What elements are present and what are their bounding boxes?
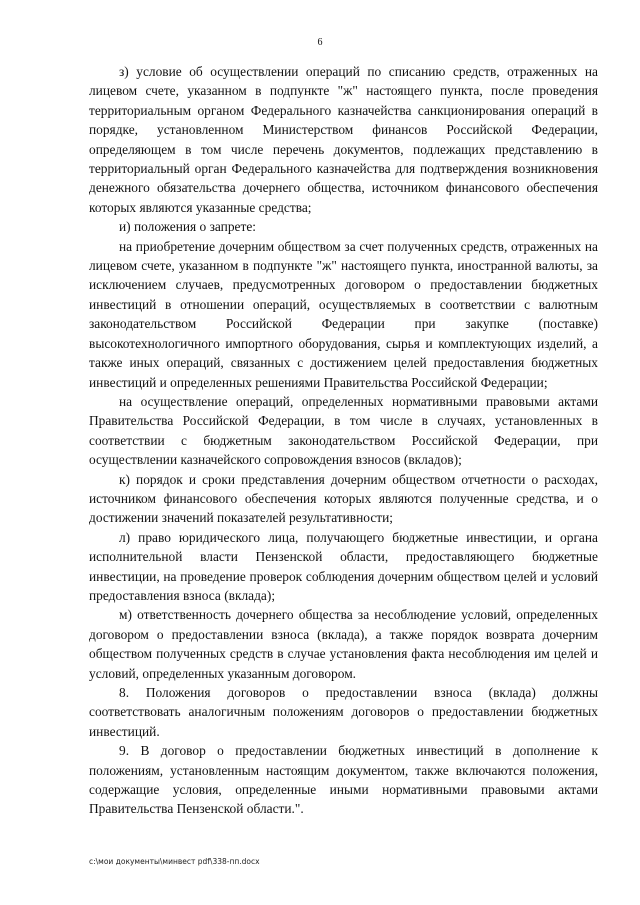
paragraph-m: м) ответственность дочернего общества за несоблюдение условий, определенных договором о предоставлении взноса (вклада), а также порядок возврата дочерним обществом полученных средств в случае установления факта несоблюдения им целей и условий, определенных указанным договором.: [89, 607, 598, 681]
paragraph-9: 9. В договор о предоставлении бюджетных инвестиций в дополнение к положениям, установленным настоящим документом, также включаются положения, содержащие условия, определенные иными нормативными правовыми актами Правительства Пензенской области.".: [89, 743, 598, 817]
paragraph-i-operations-ban: на осуществление операций, определенных нормативными правовыми актами Правительства Российской Федерации, в том числе в случаях, установленных в соответствии с бюджетным законодательством Российской Федерации, при осуществлении казначейского сопровождения взносов (вкладов);: [89, 393, 598, 468]
paragraph-i: и) положения о запрете:: [119, 219, 256, 235]
paragraph-z: з) условие об осуществлении операций по списанию средств, отраженных на лицевом счете, указанном в подпункте "ж" настоящего пункта, после проведения территориальным органом Федерального казначейства санкционирования операций в порядке, установленном Министерством финансов Российской Федерации, определяющем в том числе перечень документов, подлежащих представлению в территориальный орган Федерального казначейства для подтверждения возникновения денежного обязательства дочернего общества, источником финансового обеспечения которых являются указанные средства;: [89, 64, 598, 215]
paragraph-l: л) право юридического лица, получающего бюджетные инвестиции, и органа исполнительной власти Пензенской области, предоставляющего бюджетные инвестиции, на проведение проверок соблюдения дочерним обществом целей и условий предоставления взноса (вклада);: [89, 529, 598, 603]
paragraph-i-purchase-ban: на приобретение дочерним обществом за счет полученных средств, отраженных на лицевом счете, указанном в подпункте "ж" настоящего пункта, иностранной валюты, за исключением случаев, предусмотренных договором о предоставлении бюджетных инвестиций в отношении операций, осуществляемых в соответствии с валютным законодательством Российской Федерации при закупке (поставке) высокотехнологичного импортного оборудования, сырья и комплектующих изделий, а также иных операций, связанных с достижением целей предоставления бюджетных инвестиций и определенных решениями Правительства Российской Федерации;: [89, 238, 598, 390]
page-number: 6: [317, 37, 323, 48]
paragraph-k: к) порядок и сроки представления дочерним обществом отчетности о расходах, источником финансового обеспечения которых являются полученные средства, и о достижении значений показателей результативности;: [89, 471, 598, 526]
footer-file-path: c:\мои документы\минвест pdf\338-пп.docx: [89, 857, 260, 866]
document-body: [89, 62, 598, 819]
paragraph-8: 8. Положения договоров о предоставлении взноса (вклада) должны соответствовать аналогичным положениям договоров о предоставлении бюджетных инвестиций.: [89, 685, 598, 739]
